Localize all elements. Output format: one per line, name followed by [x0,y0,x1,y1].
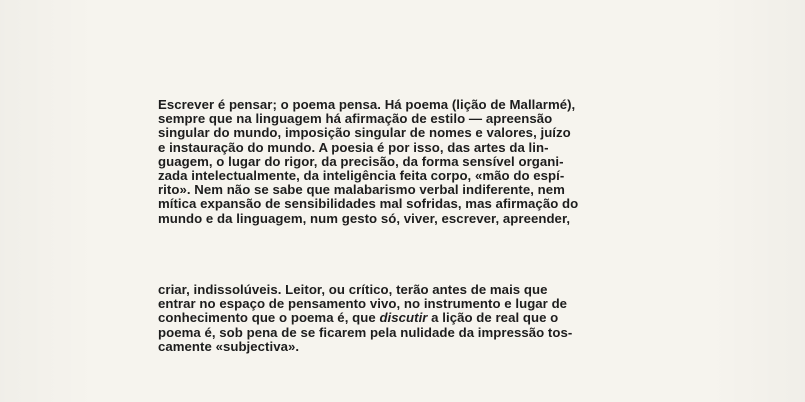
text-line: guagem, o lugar do rigor, da precisão, da forma sensível organi- [158,153,564,169]
text-line-with-emphasis [158,311,718,325]
text-line: mundo e da linguagem, num gesto só, viver, escrever, apreender, [158,210,571,226]
text-line: sempre que na linguagem há afirmação de estilo — apreensão [158,111,553,127]
text-segment: a lição de real que o [427,310,559,326]
text-line: Escrever é pensar; o poema pensa. Há poema (lição de Mallarmé), [158,97,576,112]
text-line: mítica expansão de sensibilidades mal sofridas, mas afirmação do [158,196,579,212]
text-line: camente «subjectiva». [158,338,300,354]
text-line: criar, indissolúveis. Leitor, ou crítico, terão antes de mais que [158,282,548,297]
text-line: singular do mundo, imposição singular de nomes e valores, juízo [158,125,571,141]
text-line: e instauração do mundo. A poesia é por isso, das artes da lin- [158,139,549,155]
text-line: poema é, sob pena de se ficarem pela nulidade da impressão tos- [158,324,573,340]
paragraph-1 [158,98,718,226]
emphasized-word: discutir [379,310,428,326]
text-line: zada intelectualmente, da inteligência feita corpo, «mão do espí- [158,168,565,184]
text-line: entrar no espaço de pensamento vivo, no instrumento e lugar de [158,296,568,312]
paragraph-2 [158,283,718,354]
text-segment: conhecimento que o poema é, que [158,310,380,326]
text-line: rito». Nem não se sabe que malabarismo verbal indiferente, nem [158,182,565,198]
